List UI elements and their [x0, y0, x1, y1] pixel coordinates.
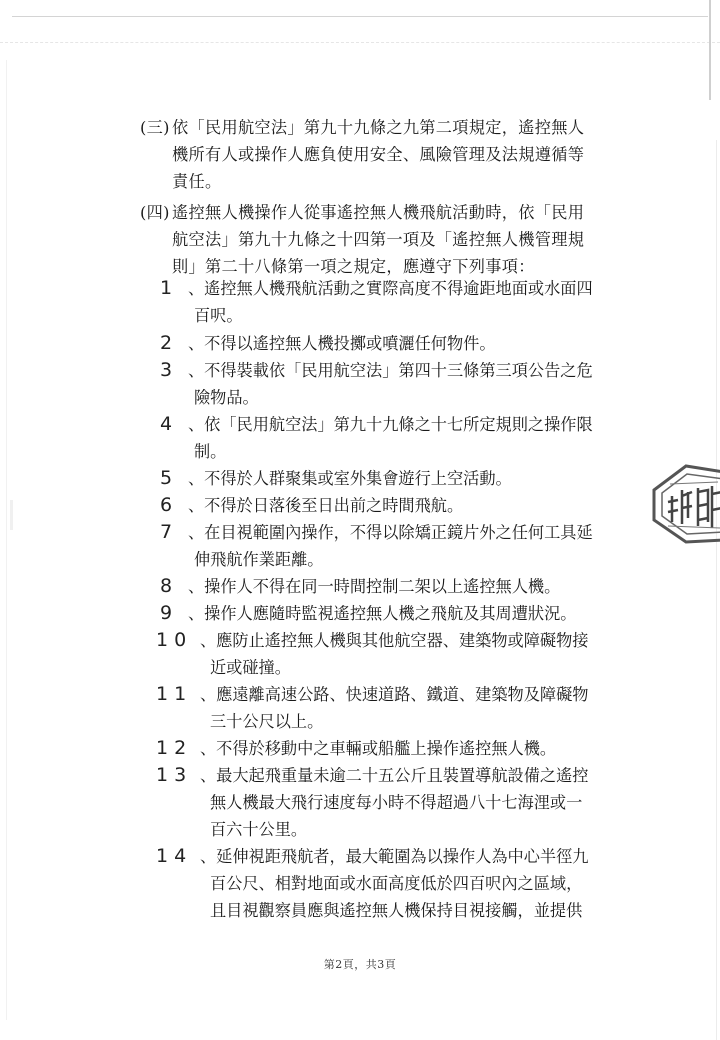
item-10-line-2: 近或碰撞。 — [210, 658, 291, 677]
item-13-line-1: 、最大起飛重量未逾二十五公斤且裝置導航設備之遙控 — [200, 766, 589, 785]
item-11-number: 11 — [156, 683, 193, 705]
item-1-line-1: 、遙控無人機飛航活動之實際高度不得逾距地面或水面四 — [188, 279, 593, 298]
section-3-line-3: 責任。 — [172, 172, 222, 191]
item-1-line-2: 百呎。 — [194, 306, 243, 325]
item-3-line-2: 險物品。 — [194, 388, 259, 407]
item-3-number: 3 — [160, 359, 173, 381]
item-5-line-1: 、不得於人群聚集或室外集會遊行上空活動。 — [188, 469, 512, 488]
section-3-line-2: 機所有人或操作人應負使用安全、風險管理及法規遵循等 — [172, 145, 585, 164]
item-11-line-2: 三十公尺以上。 — [210, 712, 324, 731]
item-7-line-2: 伸飛航作業距離。 — [194, 550, 324, 569]
scan-artifact-line — [0, 42, 720, 43]
item-9-number: 9 — [160, 602, 173, 624]
item-6-number: 6 — [160, 494, 173, 516]
item-11-line-1: 、應遠離高速公路、快速道路、鐵道、建築物及障礙物 — [200, 685, 589, 704]
item-2-line-1: 、不得以遙控無人機投擲或噴灑任何物件。 — [188, 334, 496, 353]
section-4-line-1: 遙控無人機操作人從事遙控無人機飛航活動時，依「民用 — [172, 203, 585, 222]
item-13-line-3: 百六十公里。 — [210, 820, 308, 839]
item-13-line-2: 無人機最大飛行速度每小時不得超過八十七海浬或一 — [210, 793, 583, 812]
scan-artifact-mark — [10, 500, 13, 530]
item-8-number: 8 — [160, 575, 173, 597]
item-1-number: 1 — [160, 277, 173, 299]
section-3-line-1: 依「民用航空法」第九十九條之九第二項規定，遙控無人 — [172, 118, 585, 137]
scan-edge-right-lower — [716, 140, 717, 1040]
item-4-line-2: 制。 — [194, 442, 227, 461]
item-4-line-1: 、依「民用航空法」第九十九條之十七所定規則之操作限 — [188, 415, 593, 434]
item-6-line-1: 、不得於日落後至日出前之時間飛航。 — [188, 496, 464, 515]
section-4-line-3: 則」第二十八條第一項之規定，應遵守下列事項： — [172, 257, 535, 276]
item-7-number: 7 — [160, 521, 173, 543]
scan-edge-top — [12, 16, 708, 17]
item-4-number: 4 — [160, 413, 173, 435]
scan-edge-left — [6, 60, 7, 1020]
item-7-line-1: 、在目視範圍內操作，不得以除矯正鏡片外之任何工具延 — [188, 523, 593, 542]
item-14-number: 14 — [156, 845, 193, 867]
item-2-number: 2 — [160, 332, 173, 354]
item-13-number: 13 — [156, 764, 193, 786]
item-14-line-1: 、延伸視距飛航者，最大範圍為以操作人為中心半徑九 — [200, 847, 589, 866]
official-seal-stamp — [648, 462, 720, 544]
section-3-marker: (三) — [140, 118, 170, 137]
section-4-marker: (四) — [140, 203, 170, 222]
item-5-number: 5 — [160, 467, 173, 489]
item-14-line-3: 且目視觀察員應與遙控無人機保持目視接觸，並提供 — [210, 901, 583, 920]
item-12-line-1: 、不得於移動中之車輛或船艦上操作遙控無人機。 — [200, 739, 557, 758]
scan-edge-right — [709, 0, 711, 100]
item-14-line-2: 百公尺、相對地面或水面高度低於四百呎內之區域， — [210, 874, 583, 893]
item-3-line-1: 、不得裝載依「民用航空法」第四十三條第三項公告之危 — [188, 361, 593, 380]
item-9-line-1: 、操作人應隨時監視遙控無人機之飛航及其周遭狀況。 — [188, 604, 577, 623]
item-10-number: 10 — [156, 629, 193, 651]
item-10-line-1: 、應防止遙控無人機與其他航空器、建築物或障礙物接 — [200, 631, 589, 650]
item-8-line-1: 、操作人不得在同一時間控制二架以上遙控無人機。 — [188, 577, 561, 596]
page-footer: 第2頁，共3頁 — [323, 958, 397, 971]
section-4-line-2: 航空法」第九十九條之十四第一項及「遙控無人機管理規 — [172, 230, 585, 249]
item-12-number: 12 — [156, 737, 193, 759]
